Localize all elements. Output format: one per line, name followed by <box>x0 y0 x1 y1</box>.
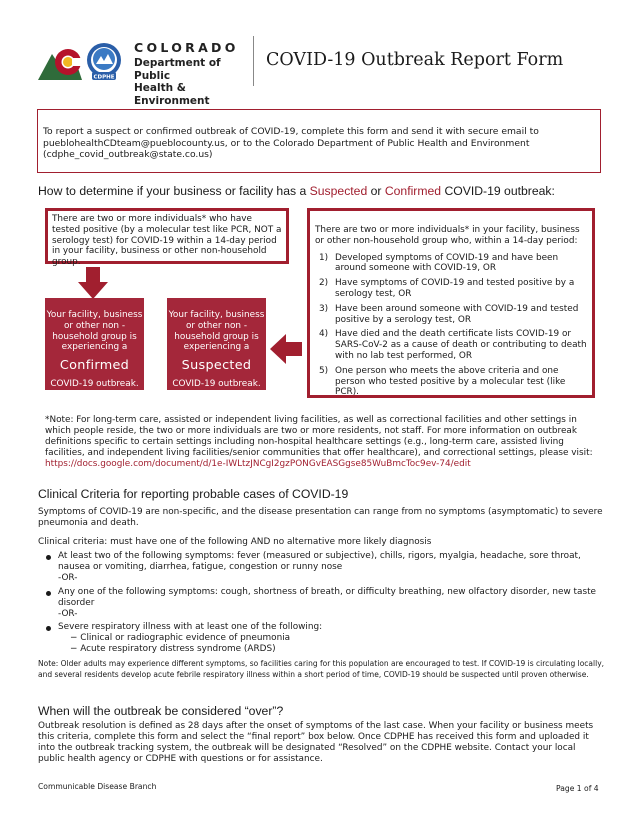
clinical-criteria-label: Clinical criteria: must have one of the following AND no alternative more likely diagnosis <box>38 537 432 547</box>
clinical-bullet-2: Any one of the following symptoms: cough, shortness of breath, or difficulty breathing, new olfactory disorder, new taste disorder <box>58 587 597 609</box>
confirmed-criteria-box <box>45 208 289 268</box>
footer-branch: Communicable Disease Branch <box>38 782 157 791</box>
intro-box <box>37 109 601 173</box>
confirmed-tile-sub: COVID-19 outbreak. <box>50 379 139 390</box>
outbreak-definitions-link[interactable]: https://docs.google.com/document/d/1e-IWLtzJNCgI2gzPONGvEASGgse85WuBmcToc9ev-74/edit <box>45 459 471 470</box>
suspected-tile <box>167 298 266 390</box>
dept-line-2: Health & Environment <box>134 82 210 107</box>
facility-note-text: *Note: For long-term care, assisted or independent living facilities, as well as correctional facilities and other settings in which people reside, the two or more individuals are two or more residents, not staff. For more information on outbreak definitions specific to certain settings including non-hospital healthcare settings (e.g., long-term care, assisted living facilities, and independent living facilities/senior communities that offer healthcare), and correctional settings, please visit: <box>45 415 593 459</box>
bullet-icon <box>46 555 51 560</box>
confirmed-tile-text: Your facility, business or other non -household group is experiencing a <box>46 310 143 353</box>
suspected-criteria-list <box>315 253 588 399</box>
seal-text: CDPHE <box>93 74 115 81</box>
colorado-logo-icon <box>38 40 126 84</box>
confirmed-tile <box>45 298 144 390</box>
over-text: Outbreak resolution is defined as 28 days after the onset of symptoms of the last case. When your facility or business meets this criteria, complete this form and select the “final report” box below. Once CDPHE has received this form and uploaded it into the outbreak tracking system, the outbreak will be designated “Resolved” on the CDPHE website. Contact your local public health agency or CDPHE with questions or for assistance. <box>38 721 594 765</box>
arrow-down-icon <box>78 267 108 299</box>
determine-title <box>38 184 555 198</box>
header-divider <box>253 36 254 86</box>
bullet-icon <box>46 591 51 596</box>
or-label: -OR- <box>58 573 78 584</box>
dept-line-1: Department of Public <box>134 57 221 82</box>
clinical-sublist <box>70 633 604 655</box>
list-item: 1) Developed symptoms of COVID-19 and have been around someone with COVID-19, OR <box>319 252 559 274</box>
bullet-icon <box>46 626 51 631</box>
list-item <box>46 587 604 620</box>
over-title: When will the outbreak be considered “over”? <box>38 704 284 718</box>
list-item: 3) Have been around someone with COVID-19 and tested positive by a serology test, OR <box>319 303 579 325</box>
list-item <box>46 551 604 584</box>
suspected-criteria-box <box>307 208 595 398</box>
intro-text: To report a suspect or confirmed outbreak of COVID-19, complete this form and send it with secure email to pueblohealthCDteam@pueblocounty.us, or to the Colorado Department of Public Health and Environment (cdphe_covid_outbreak@state.co.us) <box>43 126 539 161</box>
list-item: 4) Have died and the death certificate lists COVID-19 or SARS-CoV-2 as a cause of death or contributing to death with no lab test performed, OR <box>319 329 587 361</box>
clinical-bullet-3: Severe respiratory illness with at least one of the following: <box>58 622 323 632</box>
determine-title-or: or <box>367 184 385 198</box>
page-number: Page 1 of 4 <box>556 784 599 793</box>
list-item: 2) Have symptoms of COVID-19 and tested positive by a serology test, OR <box>319 278 575 299</box>
determine-title-confirmed: Confirmed <box>384 184 442 198</box>
clinical-title: Clinical Criteria for reporting probable cases of COVID-19 <box>38 487 349 501</box>
suspected-tile-label: Suspected <box>181 358 252 374</box>
suspected-tile-sub: COVID-19 outbreak. <box>172 379 261 390</box>
facility-note <box>45 415 605 470</box>
clinical-sub-1: − Clinical or radiographic evidence of pneumonia <box>70 633 291 644</box>
older-adults-note: Note: Older adults may experience different symptoms, so facilities caring for this population are encouraged to test. If COVID-19 is circulating locally, and several residents develop acute febrile respiratory illness within a short period of time, COVID-19 should be suspected until proven otherwise. <box>38 659 605 679</box>
list-item <box>46 622 604 655</box>
determine-title-post: COVID-19 outbreak: <box>441 184 555 198</box>
suspected-tile-text: Your facility, business or other non -household group is experiencing a <box>168 310 265 353</box>
suspected-criteria-intro: There are two or more individuals* in your facility, business or other non-household group who, within a 14-day period: <box>315 225 580 246</box>
confirmed-criteria-text: There are two or more individuals* who have tested positive (by a molecular test like PCR, NOT a serology test) for COVID-19 within a 14-day period in your facility, business or other non-household group. <box>52 214 282 268</box>
clinical-sub-2: − Acute respiratory distress syndrome (ARDS) <box>70 644 276 655</box>
form-title: COVID-19 Outbreak Report Form <box>266 50 564 70</box>
arrow-left-icon <box>270 334 302 364</box>
state-name: COLORADO <box>134 40 239 55</box>
list-item: 5) One person who meets the above criteria and one person who tested positive by a molecular test (like PCR). <box>319 365 566 398</box>
or-label: -OR- <box>58 609 78 620</box>
confirmed-tile-label: Confirmed <box>59 358 130 374</box>
determine-title-pre: How to determine if your business or facility has a <box>38 184 310 198</box>
determine-title-suspected: Suspected <box>309 184 368 198</box>
clinical-intro: Symptoms of COVID-19 are non-specific, and the disease presentation can range from no symptoms (asymptomatic) to severe pneumonia and death. <box>38 507 603 529</box>
agency-name <box>134 40 256 107</box>
clinical-bullet-1: At least two of the following symptoms: fever (measured or subjective), chills, rigors, myalgia, headache, sore throat, nausea or vomiting, diarrhea, fatigue, congestion or runny nose <box>58 551 581 573</box>
page-header <box>38 36 608 107</box>
